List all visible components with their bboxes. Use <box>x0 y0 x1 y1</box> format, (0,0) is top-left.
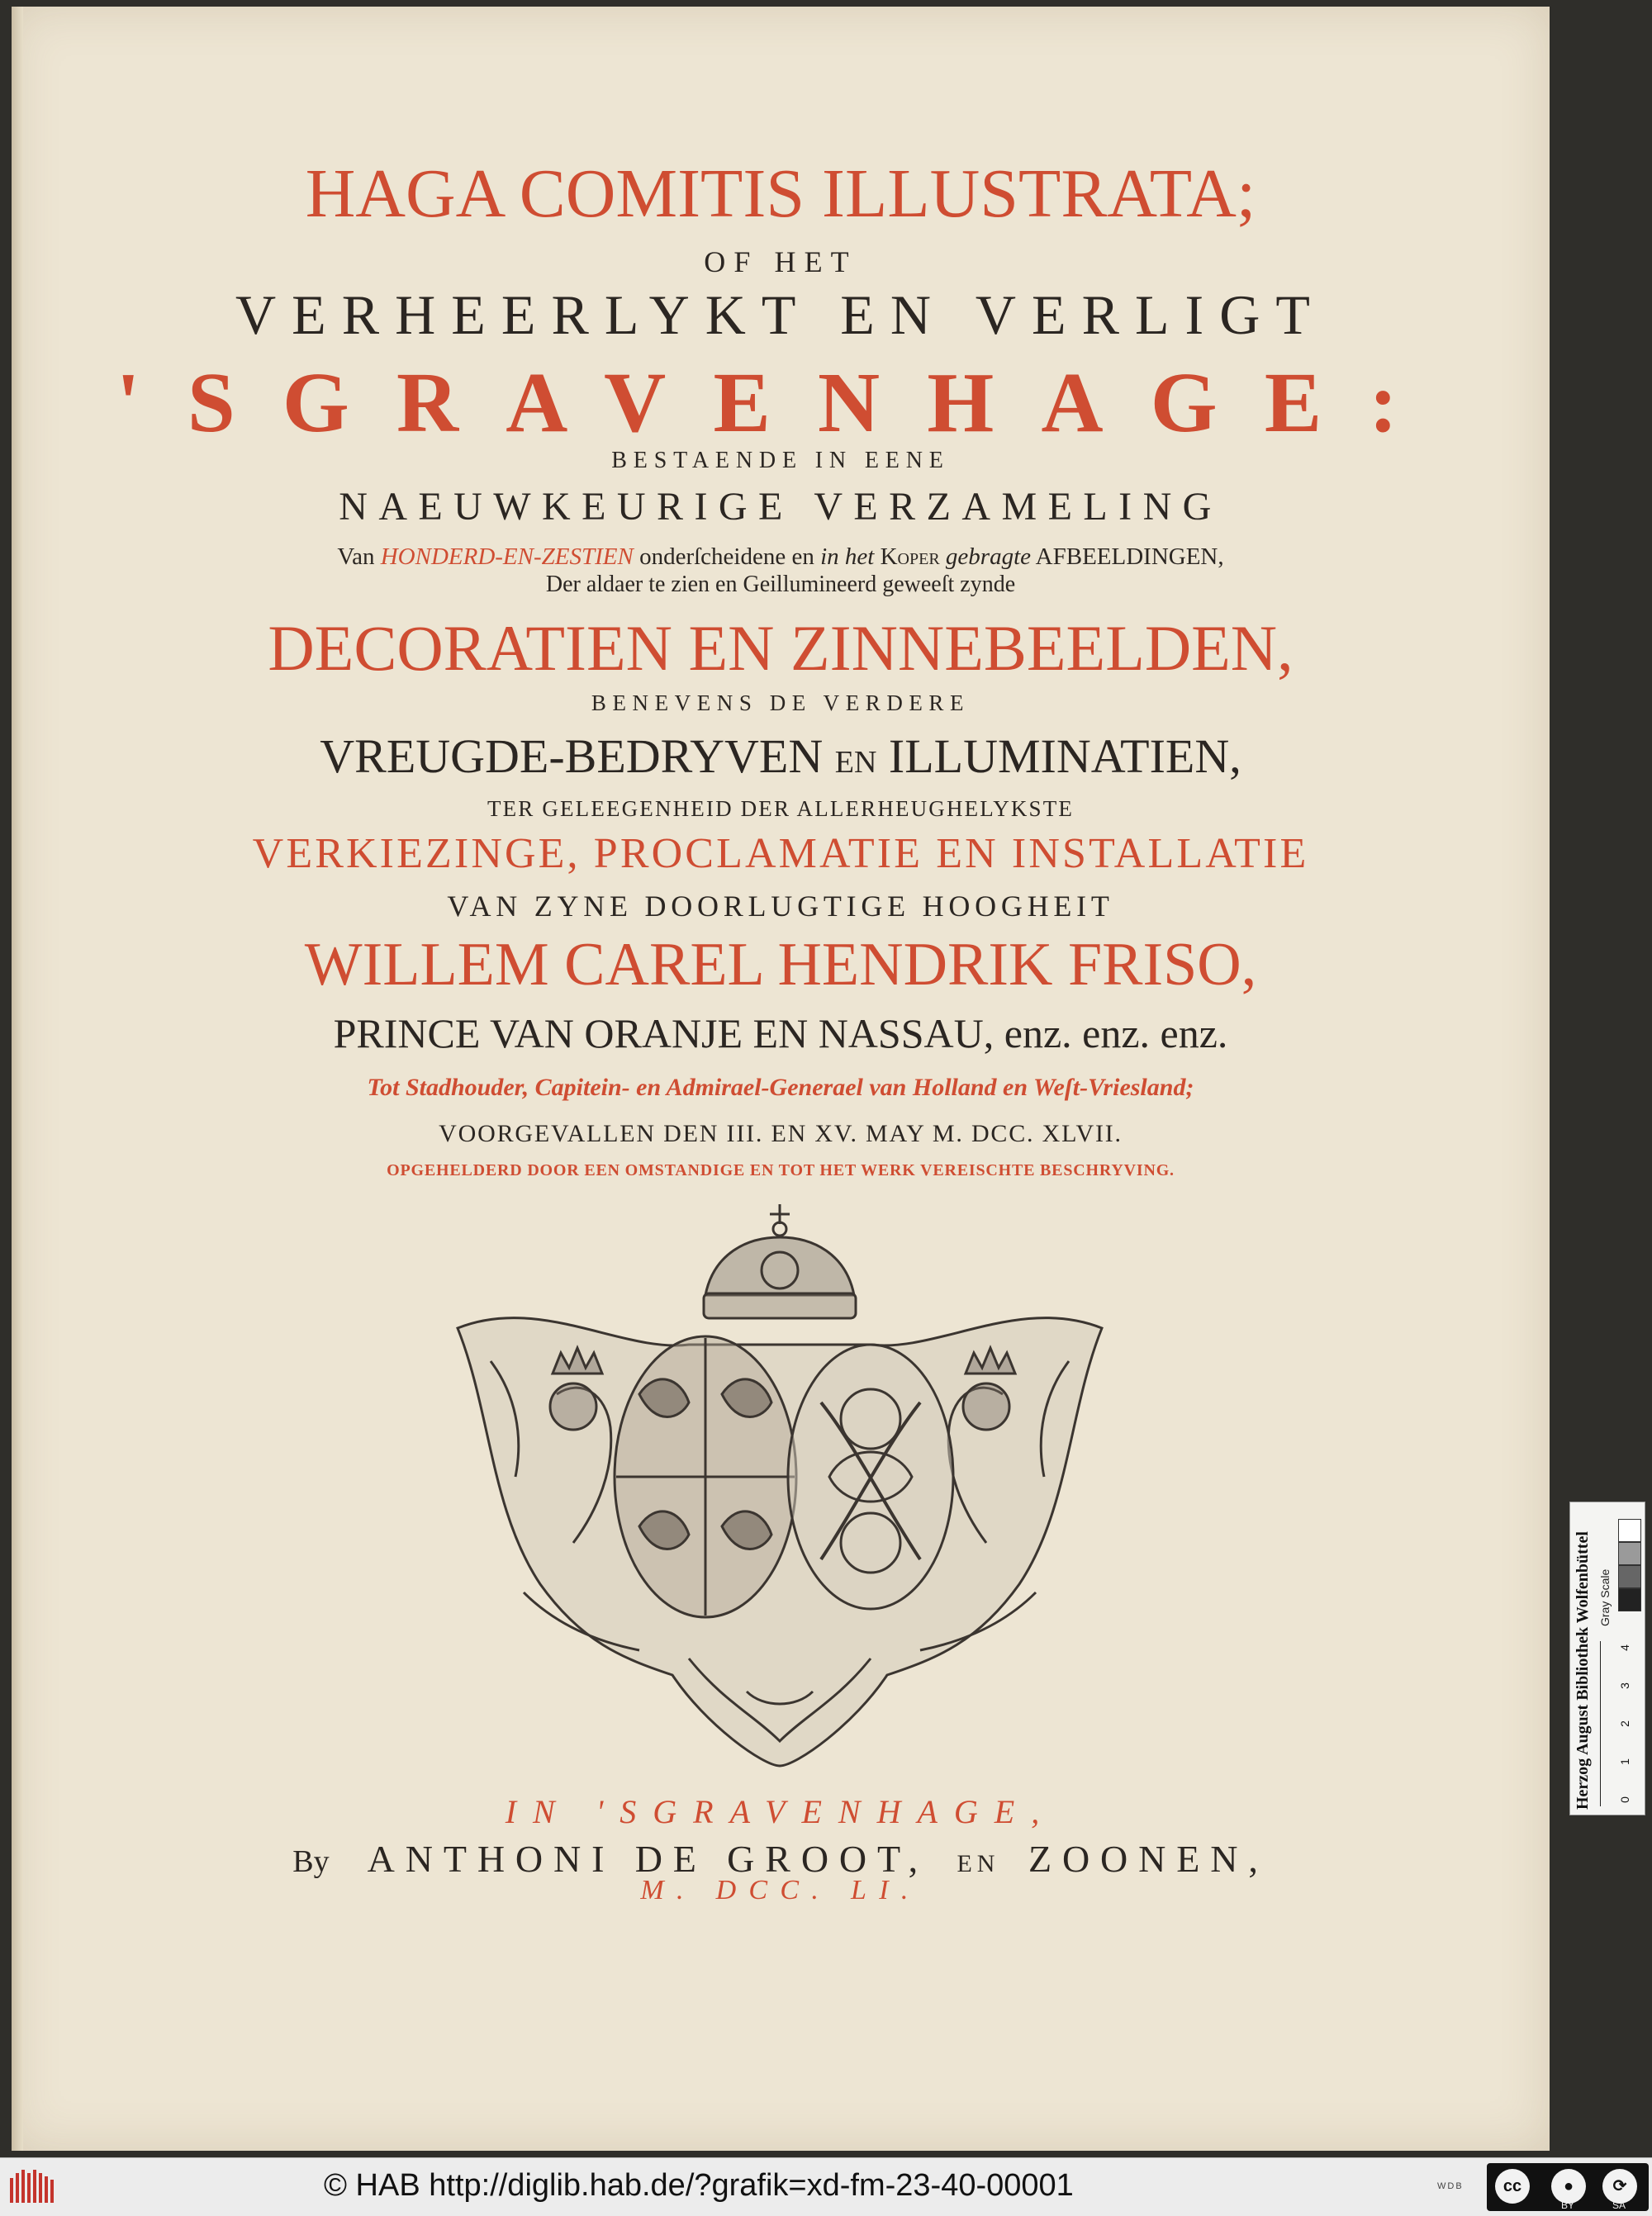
ruler-tick-4: 4 <box>1617 1644 1631 1651</box>
wdb-mark: WDB <box>1437 2181 1464 2191</box>
sa-icon: ⟳ <box>1602 2169 1637 2204</box>
line-ter-geleegenheid: TER GELEEGENHEID DER ALLERHEUGHELYKSTE <box>487 796 1075 821</box>
gray-scale-target <box>1569 1502 1645 1815</box>
line-van-zyne: VAN ZYNE DOORLUGTIGE HOOGHEIT <box>447 890 1114 923</box>
line-naeuwkeurige: NAEUWKEURIGE VERZAMELING <box>339 485 1222 529</box>
gray-scale-ruler <box>1600 1641 1617 1806</box>
line-vreugde-bedryven: VREUGDE-BEDRYVEN EN ILLUMINATIEN, <box>320 729 1241 783</box>
by-icon: ● <box>1551 2169 1586 2204</box>
title-sgravenhage: 'SGRAVENHAGE: <box>116 355 1446 450</box>
line-voorgevallen: VOORGEVALLEN DEN III. EN XV. MAY M. DCC. XLVII. <box>439 1120 1123 1147</box>
ruler-tick-2: 2 <box>1617 1720 1631 1727</box>
coat-of-arms-engraving <box>441 1196 1118 1774</box>
title-haga-comitis: HAGA COMITIS ILLUSTRATA; <box>305 155 1256 232</box>
subtitle-verheerlykt: VERHEERLYKT EN VERLIGT <box>235 283 1326 346</box>
line-verkiezinge: VERKIEZINGE, PROCLAMATIE EN INSTALLATIE <box>252 830 1309 877</box>
line-bestaende: BESTAENDE IN EENE <box>611 448 950 473</box>
ruler-tick-0: 0 <box>1617 1796 1631 1803</box>
line-opgehelderd: OPGEHELDERD DOOR EEN OMSTANDIGE EN TOT HET WERK VEREISCHTE BESCHRYVING. <box>387 1161 1175 1179</box>
title-page <box>12 7 1550 2151</box>
gray-swatch-mid <box>1618 1542 1641 1565</box>
subtitle-of-het: OF HET <box>704 245 857 278</box>
line-prince-van-oranje: PRINCE VAN ORANJE EN NASSAU, enz. enz. enz. <box>333 1010 1228 1056</box>
gray-swatch-black <box>1618 1588 1641 1611</box>
gray-scale-institution: Herzog August Bibliothek Wolfenbüttel <box>1574 1531 1592 1810</box>
footer-copyright-link[interactable]: © HAB http://diglib.hab.de/?grafik=xd-fm-23-40-00001 <box>324 2168 1074 2203</box>
ruler-tick-3: 3 <box>1617 1682 1631 1689</box>
license-sa-label: SA <box>1612 2199 1626 2211</box>
title-willem-carel: WILLEM CAREL HENDRIK FRISO, <box>304 931 1257 999</box>
line-der-aldaer: Der aldaer te zien en Geillumineerd geweeſt zynde <box>545 572 1016 597</box>
line-tot-stadhouder: Tot Stadhouder, Capitein- en Admirael-Generael van Holland en Weſt-Vriesland; <box>367 1074 1194 1101</box>
gray-swatch-dark <box>1618 1565 1641 1588</box>
title-decoratien: DECORATIEN EN ZINNEBEELDEN, <box>268 612 1294 684</box>
gray-scale-label: Gray Scale <box>1598 1568 1612 1626</box>
imprint-year: M. DCC. LI. <box>640 1875 921 1905</box>
page-gutter <box>12 7 23 2151</box>
license-by-label: BY <box>1561 2199 1575 2211</box>
footer-bar <box>0 2157 1652 2216</box>
cc-by-sa-badge[interactable] <box>1487 2163 1649 2211</box>
imprint-place: IN 'SGRAVENHAGE, <box>505 1793 1056 1830</box>
hab-logo-icon <box>8 2166 58 2208</box>
imprint-publisher-line: By ANTHONI DE GROOT, EN ZOONEN, <box>292 1838 1269 1880</box>
line-benevens: BENEVENS DE VERDERE <box>591 690 971 715</box>
ruler-tick-1: 1 <box>1617 1758 1631 1765</box>
line-honderd-en-zestien: Van HONDERD-EN-ZESTIEN onderſcheidene en in het Koper gebragte AFBEELDINGEN, <box>337 543 1224 570</box>
cc-icon: cc <box>1495 2169 1530 2204</box>
gray-swatch-white <box>1618 1519 1641 1542</box>
